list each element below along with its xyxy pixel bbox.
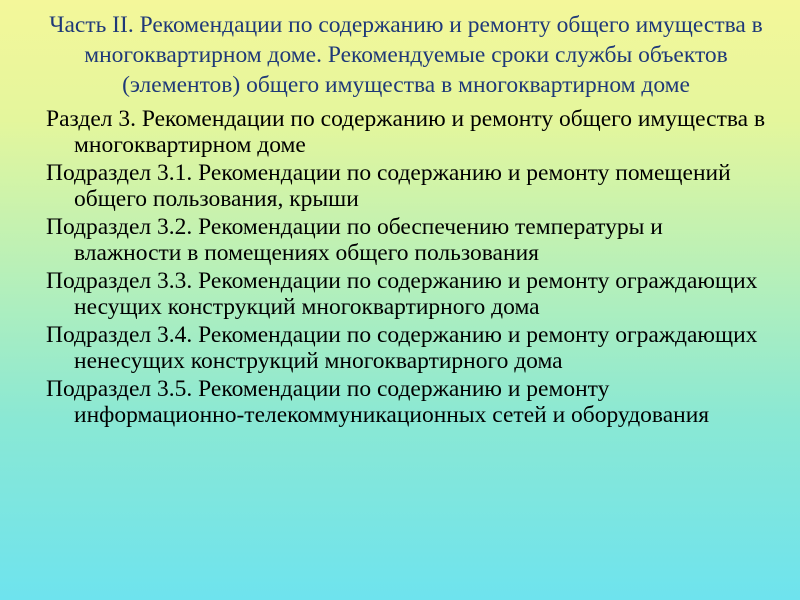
section-item-3: Раздел 3. Рекомендации по содержанию и ремонту общего имущества в многоквартирном доме — [46, 106, 766, 158]
subsection-item-3-1: Подраздел 3.1. Рекомендации по содержанию и ремонту помещений общего пользования, крыши — [46, 160, 731, 212]
subsection-item-3-5: Подраздел 3.5. Рекомендации по содержанию и ремонту информационно-телекоммуникационных сетей и оборудования — [46, 376, 710, 428]
subsection-item-3-3: Подраздел 3.3. Рекомендации по содержанию и ремонту ограждающих несущих конструкций многоквартирного дома — [46, 268, 758, 320]
subsection-item-3-2: Подраздел 3.2. Рекомендации по обеспечению температуры и влажности в помещениях общего пользования — [46, 214, 663, 266]
slide-title: Часть II. Рекомендации по содержанию и ремонту общего имущества в многоквартирном доме. Рекомендуемые сроки службы объектов (элементов) общего имущества в многоквартирном доме — [49, 12, 763, 98]
section-list — [46, 106, 770, 428]
subsection-item-3-4: Подраздел 3.4. Рекомендации по содержанию и ремонту ограждающих ненесущих конструкций многоквартирного дома — [46, 322, 758, 374]
